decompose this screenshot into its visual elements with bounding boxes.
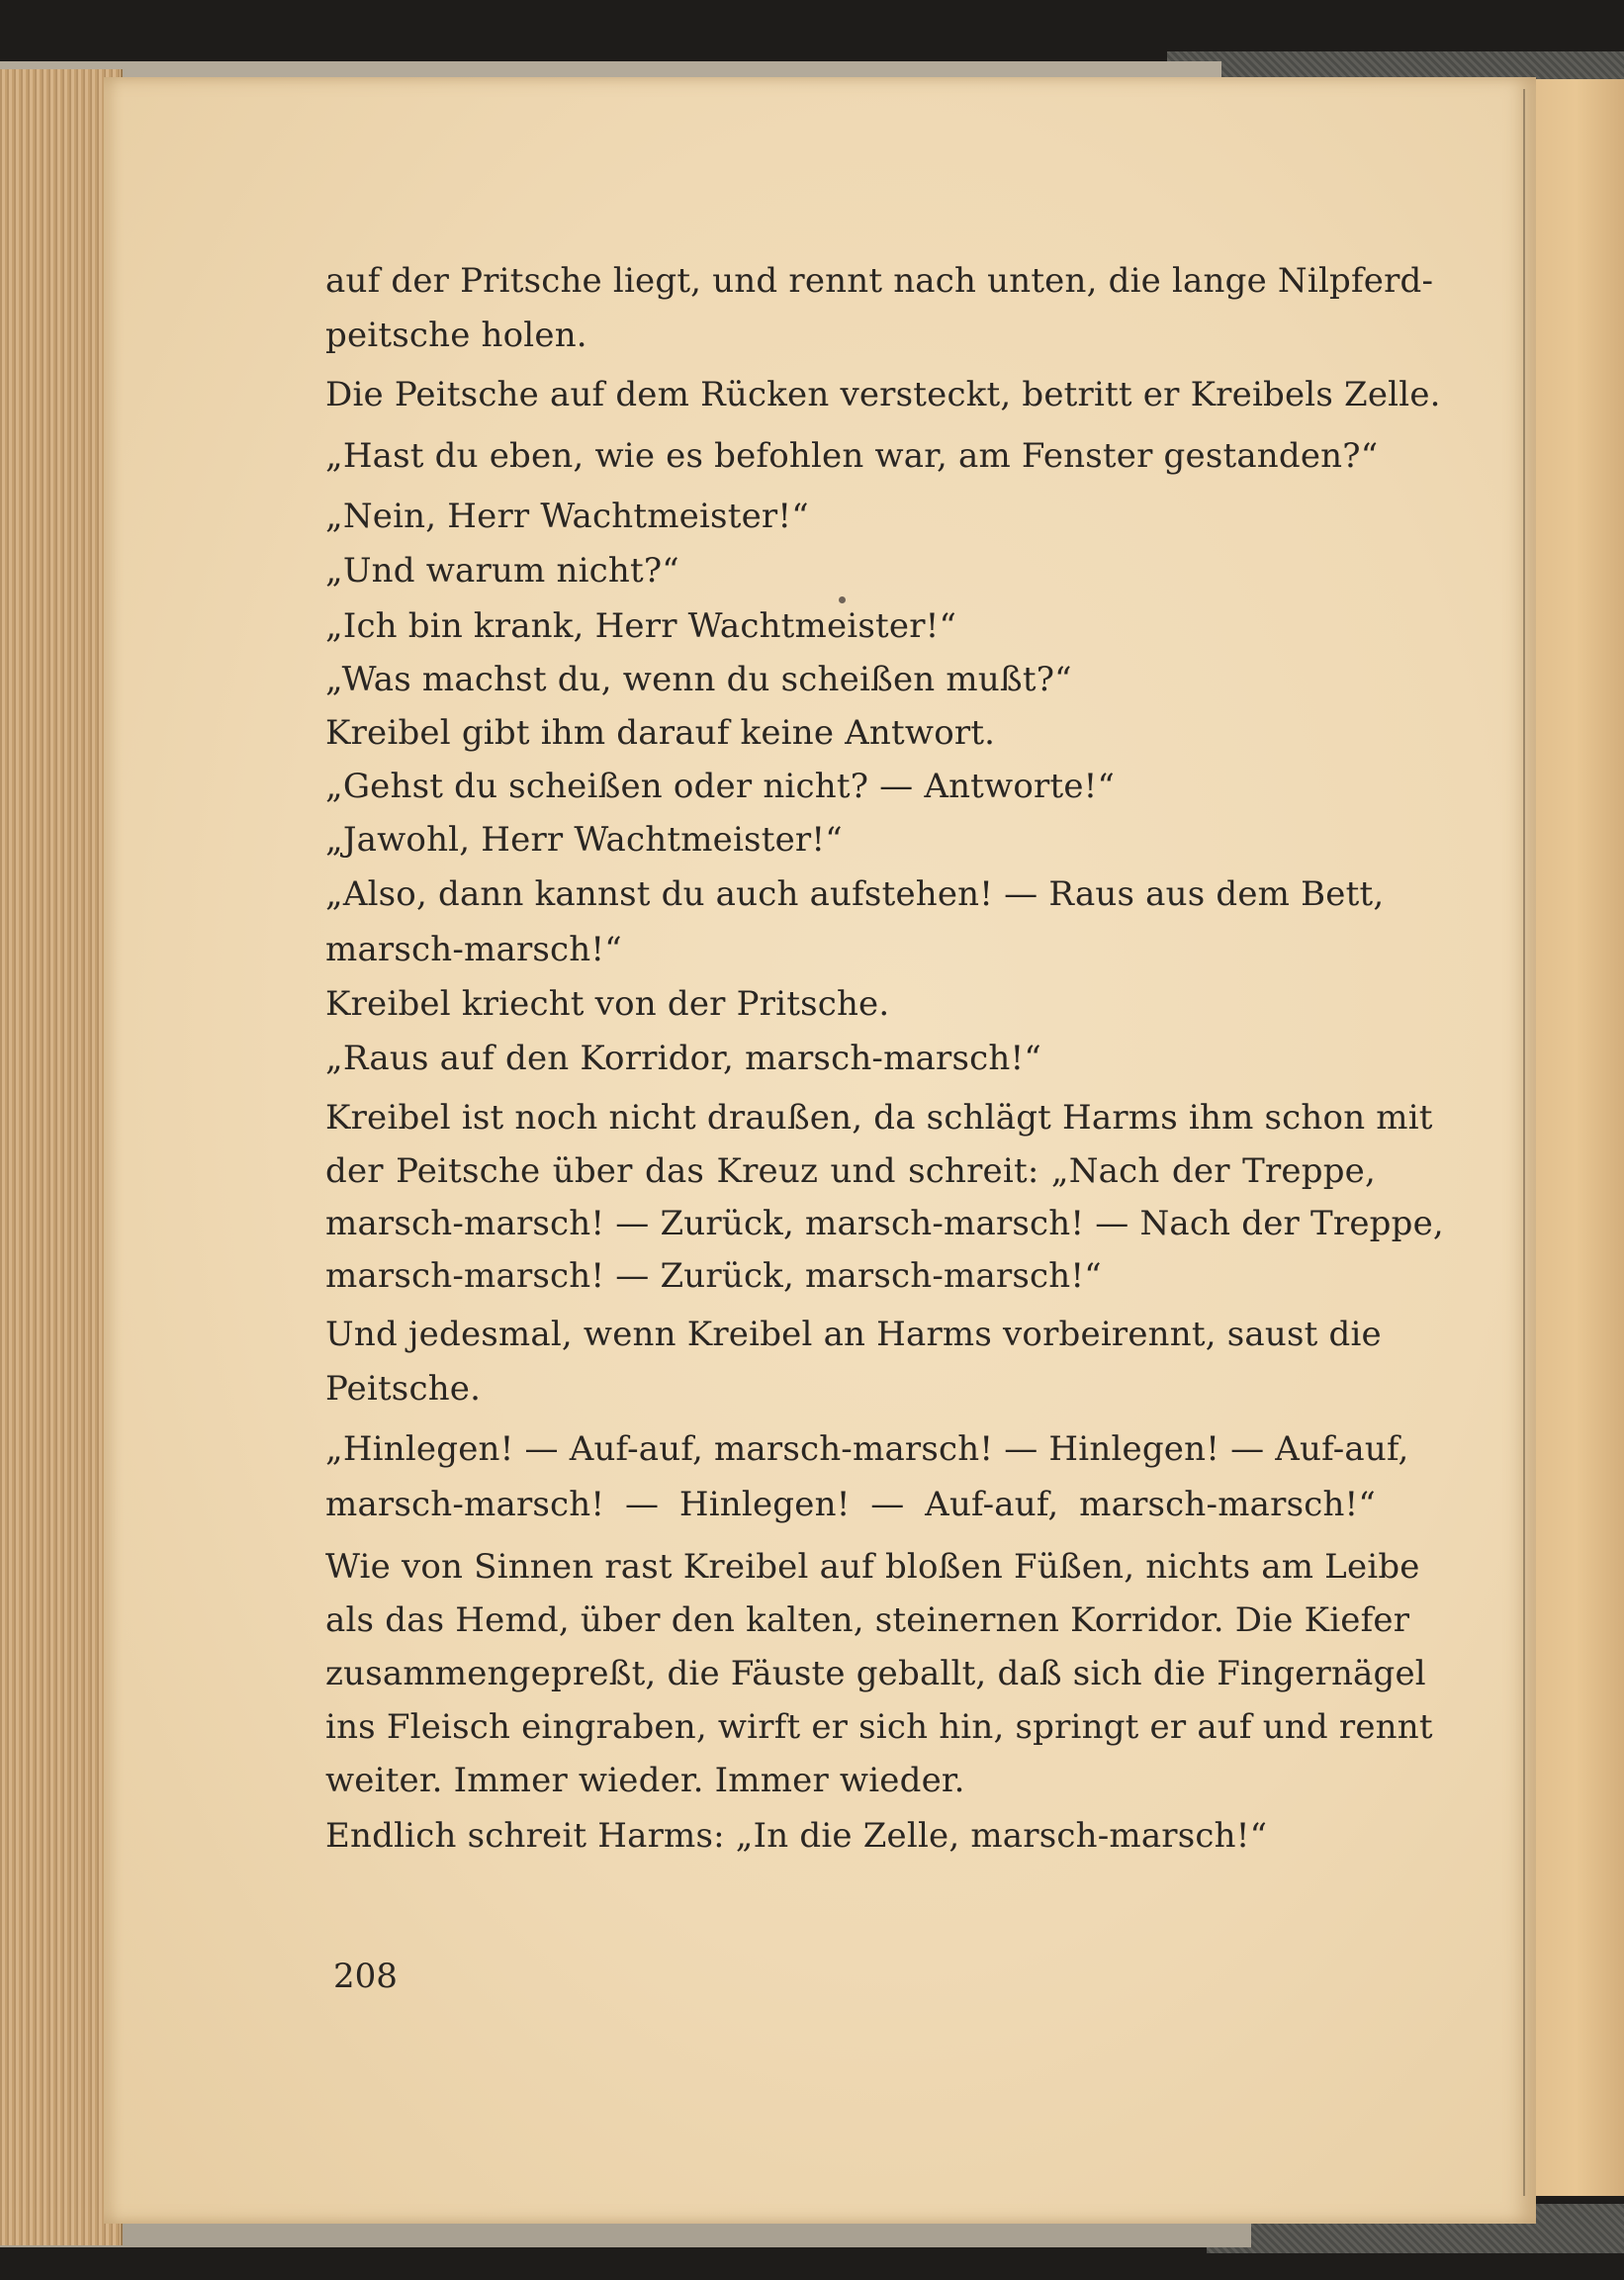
text-line: Wie von Sinnen rast Kreibel auf bloßen Füßen, nichts am Leibe <box>325 1547 1420 1587</box>
text-line: marsch-marsch! — Zurück, marsch-marsch!“ <box>325 1256 1102 1296</box>
gutter-line <box>1523 89 1525 2196</box>
text-line: Und jedesmal, wenn Kreibel an Harms vorbeirennt, saust die <box>325 1315 1382 1354</box>
text-line: Die Peitsche auf dem Rücken versteckt, betritt er Kreibels Zelle. <box>325 375 1441 414</box>
text-line: peitsche holen. <box>325 316 587 355</box>
text-line: marsch-marsch! — Zurück, marsch-marsch! — Nach der Treppe, <box>325 1204 1444 1243</box>
text-line: Kreibel ist noch nicht draußen, da schlägt Harms ihm schon mit <box>325 1098 1433 1138</box>
paper-speck <box>839 596 846 603</box>
text-line: „Hinlegen! — Auf-auf, marsch-marsch! — Hinlegen! — Auf-auf, <box>325 1429 1409 1469</box>
text-line: „Jawohl, Herr Wachtmeister!“ <box>325 820 843 860</box>
text-line: auf der Pritsche liegt, und rennt nach unten, die lange Nilpferd- <box>325 261 1434 301</box>
text-line: marsch-marsch!“ <box>325 930 622 969</box>
text-line: weiter. Immer wieder. Immer wieder. <box>325 1761 965 1800</box>
text-line: Kreibel kriecht von der Pritsche. <box>325 984 890 1024</box>
cover-board-bottom <box>0 2224 1251 2247</box>
text-line: „Also, dann kannst du auch aufstehen! — Raus aus dem Bett, <box>325 874 1385 914</box>
text-line: ins Fleisch eingraben, wirft er sich hin, springt er auf und rennt <box>325 1707 1433 1747</box>
text-line: Kreibel gibt ihm darauf keine Antwort. <box>325 713 996 753</box>
text-line: „Gehst du scheißen oder nicht? — Antworte!“ <box>325 767 1116 806</box>
text-line: zusammengepreßt, die Fäuste geballt, daß sich die Fingernägel <box>325 1654 1426 1693</box>
text-line: Endlich schreit Harms: „In die Zelle, marsch-marsch!“ <box>325 1816 1268 1856</box>
text-line: der Peitsche über das Kreuz und schreit: „Nach der Treppe, <box>325 1151 1376 1191</box>
text-line: marsch-marsch! — Hinlegen! — Auf-auf, marsch-marsch!“ <box>325 1485 1376 1524</box>
text-line: als das Hemd, über den kalten, steinernen Korridor. Die Kiefer <box>325 1600 1410 1640</box>
page-number: 208 <box>333 1957 398 1996</box>
text-line: „Nein, Herr Wachtmeister!“ <box>325 497 809 536</box>
text-line: Peitsche. <box>325 1369 482 1409</box>
text-line: „Was machst du, wenn du scheißen mußt?“ <box>325 660 1072 699</box>
text-line: „Raus auf den Korridor, marsch-marsch!“ <box>325 1039 1041 1078</box>
text-line: „Und warum nicht?“ <box>325 551 679 591</box>
text-line: „Hast du eben, wie es befohlen war, am Fenster gestanden?“ <box>325 436 1379 476</box>
text-line: „Ich bin krank, Herr Wachtmeister!“ <box>325 606 957 646</box>
